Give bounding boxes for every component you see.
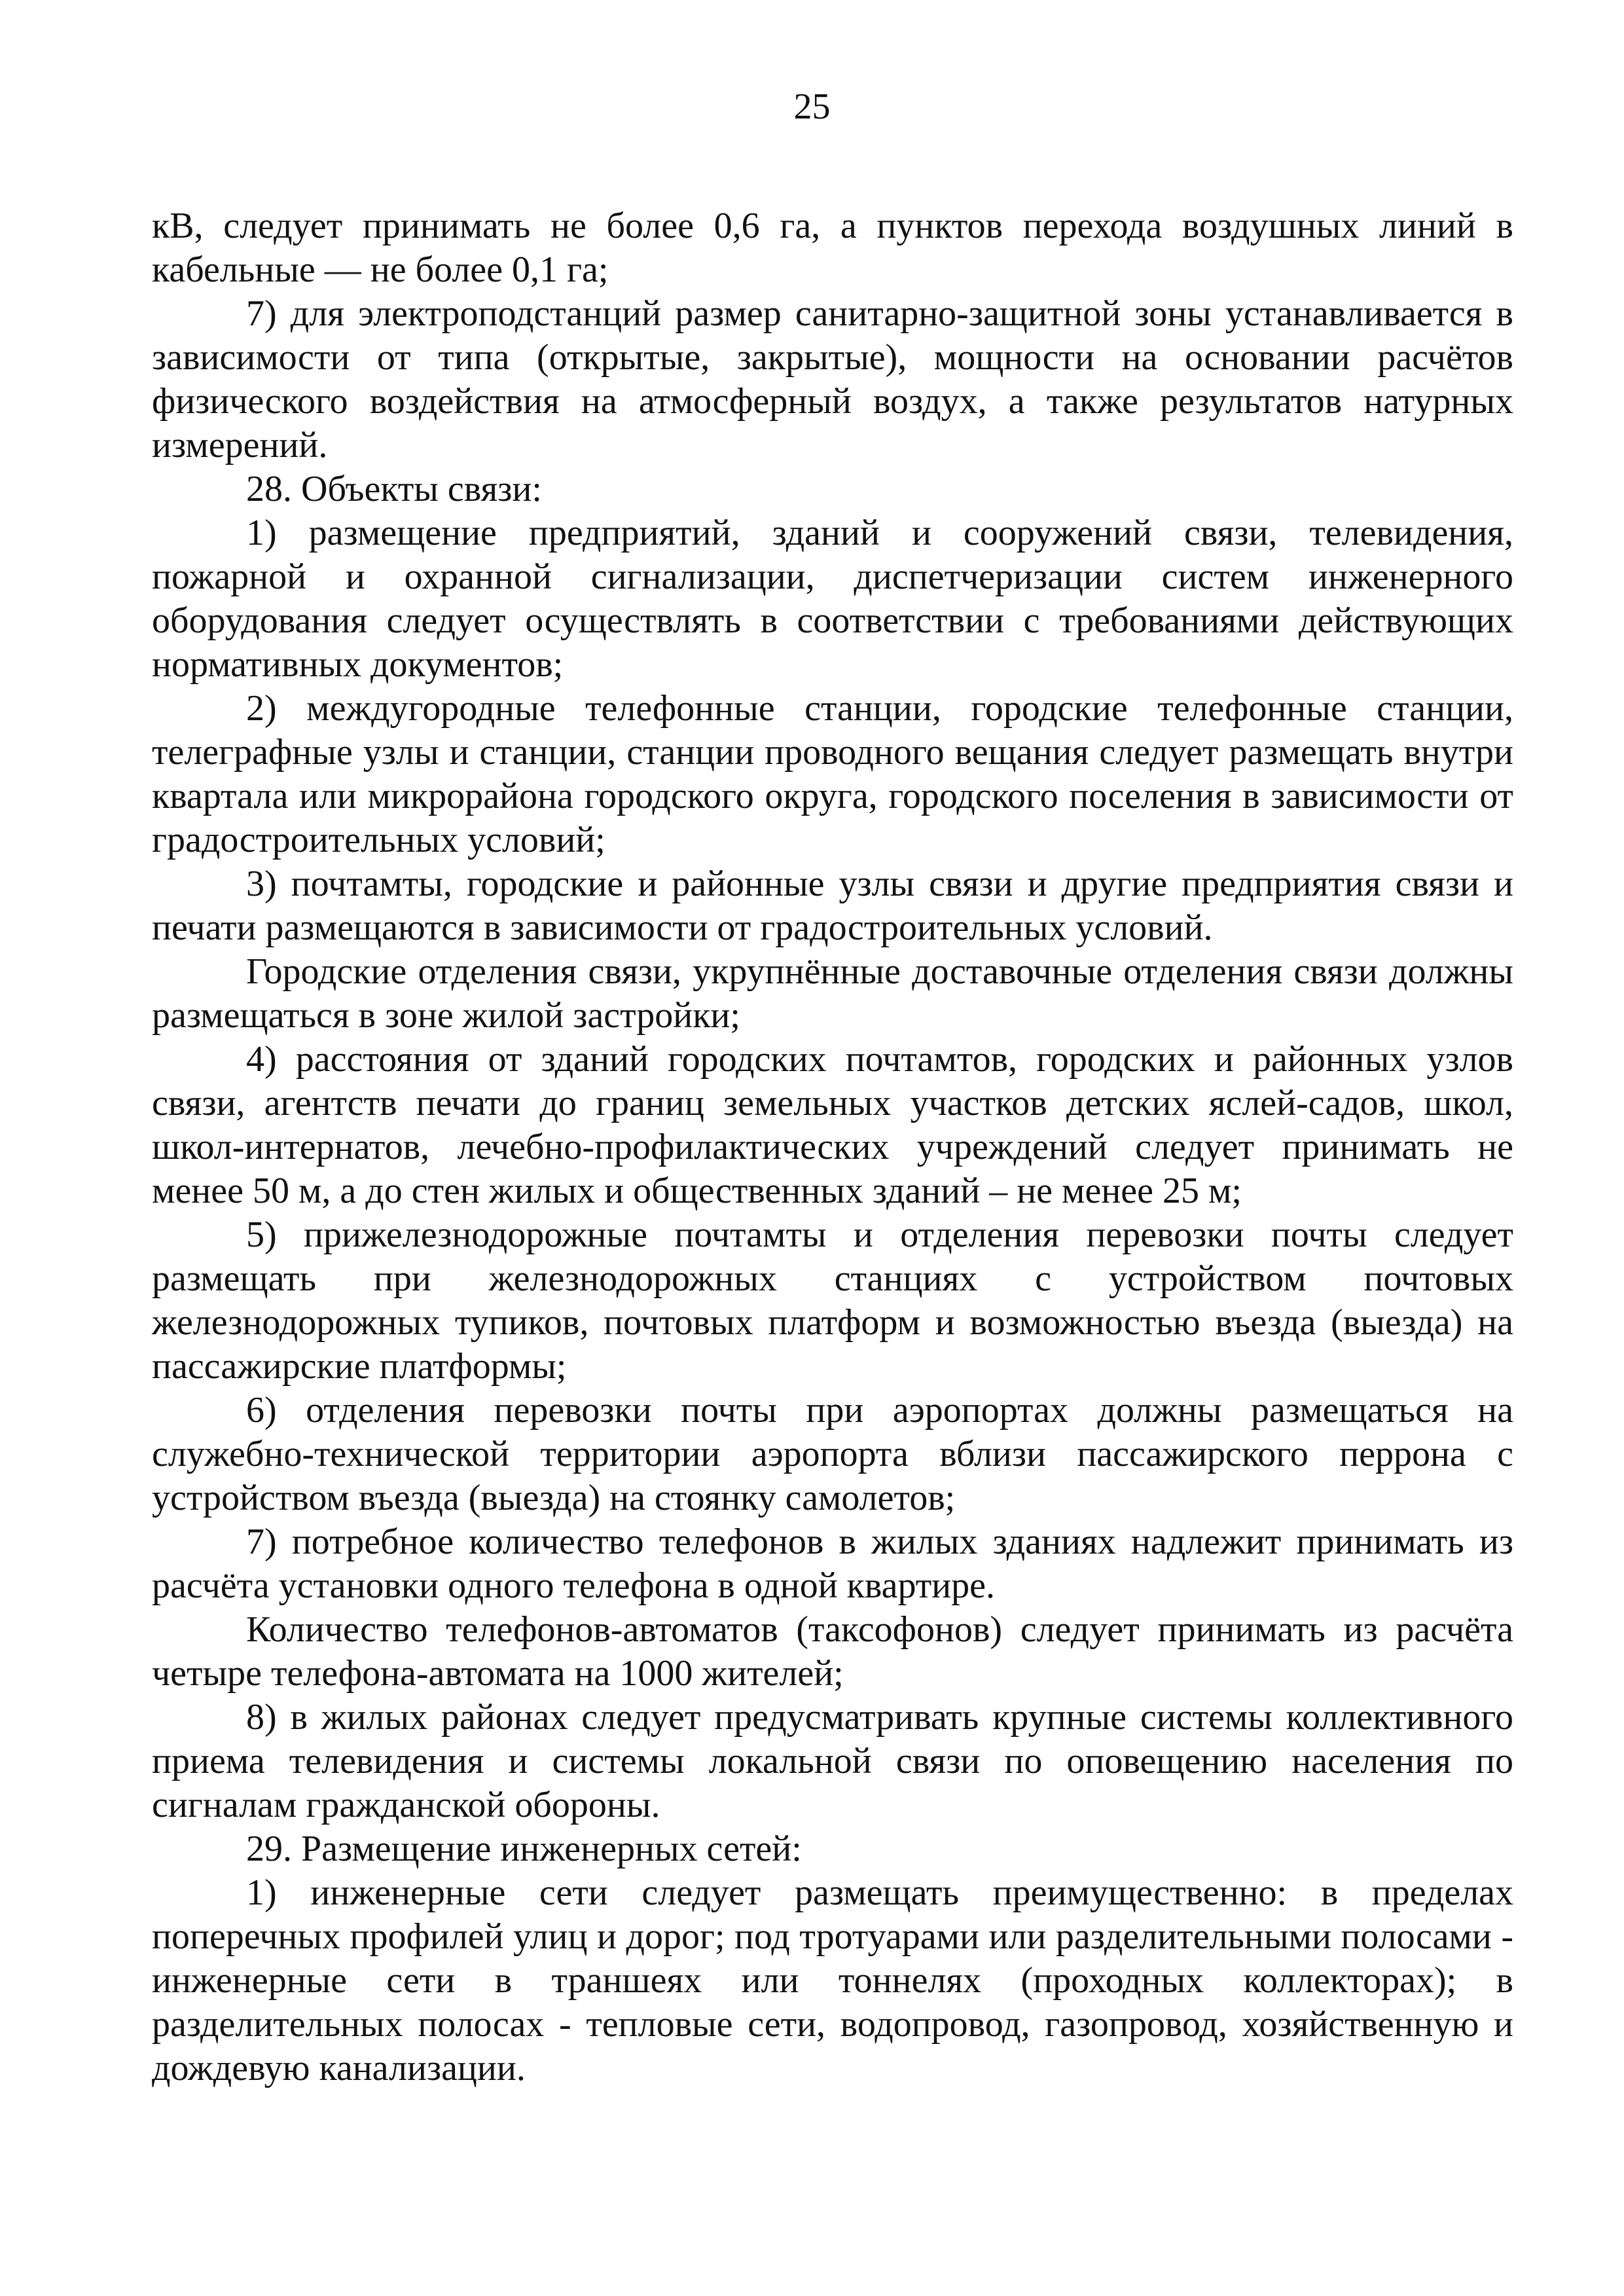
document-body xyxy=(152,204,1513,2090)
paragraph-item-28-6: 6) отделения перевозки почты при аэропортах должны размещаться на служебно-технической территории аэропорта вблизи пассажирского перрона с устройством въезда (выезда) на стоянку самолетов; xyxy=(152,1390,1513,1518)
paragraph-item-28-8: 8) в жилых районах следует предусматривать крупные системы коллективного приема телевидения и системы локальной связи по оповещению населения по сигналам гражданской обороны. xyxy=(152,1697,1513,1825)
paragraph-item-27-7: 7) для электроподстанций размер санитарно-защитной зоны устанавливается в зависимости от типа (открытые, закрытые), мощности на основании расчётов физического воздействия на атмосферный воздух, а также результатов натурных измерений. xyxy=(152,293,1513,465)
section-heading-29: 29. Размещение инженерных сетей: xyxy=(246,1829,802,1869)
paragraph-item-28-1: 1) размещение предприятий, зданий и сооружений связи, телевидения, пожарной и охранной сигнализации, диспетчеризации систем инженерного оборудования следует осуществлять в соответствии с требованиями действующих нормативных документов; xyxy=(152,513,1513,685)
section-heading-28: 28. Объекты связи: xyxy=(246,469,542,509)
paragraph-item-28-7: 7) потребное количество телефонов в жилых зданиях надлежит принимать из расчёта установки одного телефона в одной квартире. xyxy=(152,1522,1513,1606)
paragraph-item-29-1: 1) инженерные сети следует размещать преимущественно: в пределах поперечных профилей улиц и дорог; под тротуарами или разделительными полосами - инженерные сети в траншеях или тоннелях (проходных коллекторах); в разделительных полосах - тепловые сети, водопровод, газопровод, хозяйственную и дождевую канализации. xyxy=(152,1872,1513,2088)
paragraph-item-28-3-note: Городские отделения связи, укрупнённые доставочные отделения связи должны размещаться в зоне жилой застройки; xyxy=(152,951,1513,1036)
paragraph-item-28-3: 3) почтамты, городские и районные узлы связи и другие предприятия связи и печати размещаются в зависимости от градостроительных условий. xyxy=(152,864,1513,948)
paragraph-continuation: кВ, следует принимать не более 0,6 га, а пунктов перехода воздушных линий в кабельные — не более 0,1 га; xyxy=(152,206,1513,290)
paragraph-item-28-7-note: Количество телефонов-автоматов (таксофонов) следует принимать из расчёта четыре телефона-автомата на 1000 жителей; xyxy=(152,1609,1513,1694)
paragraph-item-28-2: 2) междугородные телефонные станции, городские телефонные станции, телеграфные узлы и станции, станции проводного вещания следует размещать внутри квартала или микрорайона городского округа, городского поселения в зависимости от градостроительных условий; xyxy=(152,688,1513,860)
paragraph-item-28-4: 4) расстояния от зданий городских почтамтов, городских и районных узлов связи, агентств печати до границ земельных участков детских яслей-садов, школ, школ-интернатов, лечебно-профилактических учреждений следует принимать не менее 50 м, а до стен жилых и общественных зданий – не менее 25 м; xyxy=(152,1039,1513,1211)
paragraph-item-28-5: 5) прижелезнодорожные почтамты и отделения перевозки почты следует размещать при железнодорожных станциях с устройством почтовых железнодорожных тупиков, почтовых платформ и возможностью въезда (выезда) на пассажирские платформы; xyxy=(152,1214,1513,1387)
page-number: 25 xyxy=(793,86,831,127)
